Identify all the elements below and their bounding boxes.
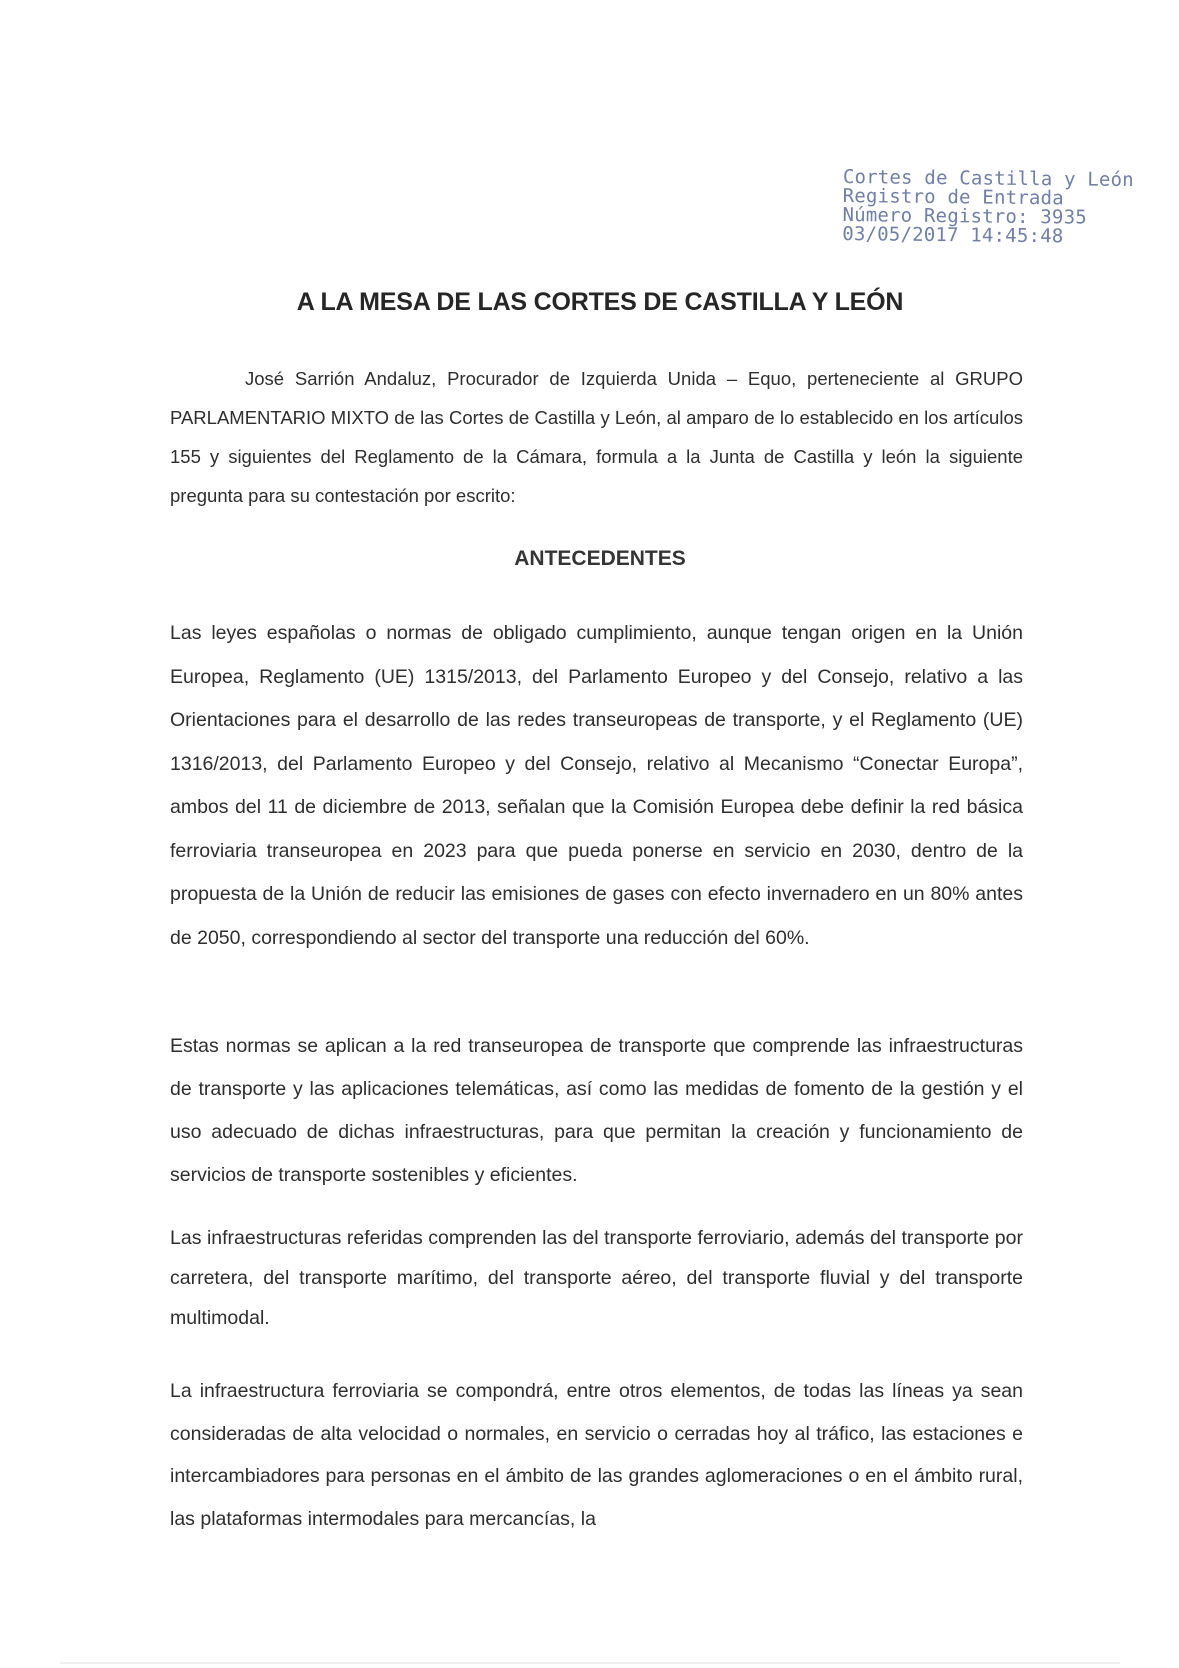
body-paragraph: Las leyes españolas o normas de obligado cumplimiento, aunque tengan origen en la Unión Europea, Reglamento (UE) 1315/2013, del Parlamento Europeo y del Consejo, relativo a las Orientaciones para el desarrollo de las redes transeuropeas de transporte, y el Reglamento (UE) 1316/2013, del Parlamento Europeo y del Consejo, relativo al Mecanismo “Conectar Europa”, ambos del 11 de diciembre de 2013, señalan que la Comisión Europea debe definir la red básica ferroviaria transeuropea en 2023 para que pueda ponerse en servicio en 2030, dentro de la propuesta de la Unión de reducir las emisiones de gases con efecto invernadero en un 80% antes de 2050, correspondiendo al sector del transporte una reducción del 60%.: [170, 622, 1023, 949]
intro-paragraph: José Sarrión Andaluz, Procurador de Izquierda Unida – Equo, perteneciente al GRUPO PARLAMENTARIO MIXTO de las Cortes de Castilla y León, al amparo de lo establecido en los artículos 155 y siguientes del Reglamento de la Cámara, formula a la Junta de Castilla y león la siguiente pregunta para su contestación por escrito:: [170, 368, 1023, 506]
body-paragraph: Las infraestructuras referidas comprenden las del transporte ferroviario, además del transporte por carretera, del transporte marítimo, del transporte aéreo, del transporte fluvial y del transporte multimodal.: [170, 1227, 1023, 1329]
page-bottom-edge: [60, 1662, 1120, 1664]
body-paragraph: La infraestructura ferroviaria se compondrá, entre otros elementos, de todas las líneas ya sean consideradas de alta velocidad o normales, en servicio o cerradas hoy al tráfico, las estaciones e intercambiadores para personas en el ámbito de las grandes aglomeraciones o en el ámbito rural, las plataformas intermodales para mercancías, la: [170, 1380, 1023, 1530]
stamp-datetime: 03/05/2017 14:45:48: [842, 222, 1064, 248]
stamp-registry-number: Número Registro: 3935: [842, 203, 1088, 229]
registry-stamp: [842, 168, 1143, 247]
section-heading: ANTECEDENTES: [514, 547, 686, 570]
stamp-registry: Registro de Entrada: [842, 184, 1064, 210]
document-title: A LA MESA DE LAS CORTES DE CASTILLA Y LEÓN: [296, 288, 904, 316]
stamp-institution: Cortes de Castilla y León: [842, 166, 1134, 192]
body-paragraph: Estas normas se aplican a la red transeuropea de transporte que comprende las infraestructuras de transporte y las aplicaciones telemáticas, así como las medidas de fomento de la gestión y el uso adecuado de dichas infraestructuras, para que permitan la creación y funcionamiento de servicios de transporte sostenibles y eficientes.: [170, 1035, 1023, 1186]
